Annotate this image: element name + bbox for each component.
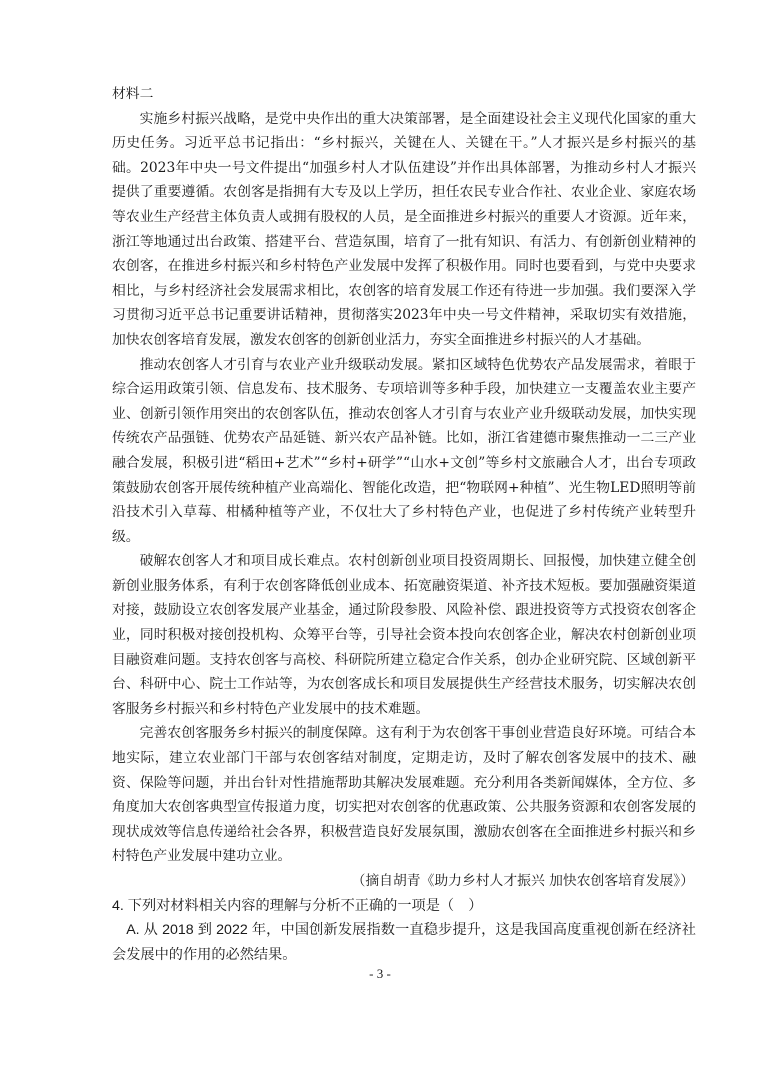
question-4-option-a: A. 从 2018 到 2022 年，中国创新发展指数一直稳步提升，这是我国高度重视创新在经济社会发展中的作用的必然结果。 (112, 922, 696, 963)
section-heading: 材料二 (112, 86, 154, 102)
question-4: 4. 下列对材料相关内容的理解与分析不正确的一项是（ ） (112, 897, 483, 914)
document-body (112, 82, 696, 967)
paragraph-intro: 实施乡村振兴战略，是党中央作出的重大决策部署，是全面建设社会主义现代化国家的重大历史任务。习近平总书记指出：“乡村振兴，关键在人、关键在干。”人才振兴是乡村振兴的基础。2023年中央一号文件提出“加强乡村人才队伍建设”并作出具体部署，为推动乡村人才振兴提供了重要遵循。农创客是指拥有大专及以上学历，担任农民专业合作社、农业企业、家庭农场等农业生产经营主体负责人或拥有股权的人员，是全面推进乡村振兴的重要人才资源。近年来，浙江等地通过出台政策、搭建平台、营造氛围，培育了一批有知识、有活力、有创新创业精神的农创客，在推进乡村振兴和乡村特色产业发展中发挥了积极作用。同时也要看到，与党中央要求相比，与乡村经济社会发展需求相比，农创客的培育发展工作还有待进一步加强。我们要深入学习贯彻习近平总书记重要讲话精神，贯彻落实2023年中央一号文件精神，采取切实有效措施，加快农创客培育发展，激发农创客的创新创业活力，夯实全面推进乡村振兴的人才基础。 (112, 110, 696, 348)
paragraph-growth-difficulties: 破解农创客人才和项目成长难点。农村创新创业项目投资周期长、回报慢，加快建立健全创新创业服务体系，有利于农创客降低创业成本、拓宽融资渠道、补齐技术短板。要加强融资渠道对接，鼓励设立农创客发展产业基金，通过阶段参股、风险补偿、跟进投资等方式投资农创客企业，同时积极对接创投机构、众筹平台等，引导社会资本投向农创客企业，解决农村创新创业项目融资难问题。支持农创客与高校、科研院所建立稳定合作关系，创办企业研究院、区域创新平台、科研中心、院士工作站等，为农创客成长和项目发展提供生产经营技术服务，切实解决农创客服务乡村振兴和乡村特色产业发展中的技术难题。 (112, 553, 696, 717)
page-number: - 3 - (369, 966, 391, 981)
paragraph-institutional-guarantee: 完善农创客服务乡村振兴的制度保障。这有利于为农创客干事创业营造良好环境。可结合本地实际，建立农业部门干部与农创客结对制度，定期走访，及时了解农创客发展中的技术、融资、保险等问题，并出台针对性措施帮助其解决发展难题。充分利用各类新闻媒体，全方位、多角度加大农创客典型宣传报道力度，切实把对农创客的优惠政策、公共服务资源和农创客发展的现状成效等信息传递给社会各界，积极营造良好发展氛围，激励农创客在全面推进乡村振兴和乡村特色产业发展中建功立业。 (112, 725, 696, 865)
source-citation: （摘自胡青《助力乡村人才振兴 加快农创客培育发展》） (351, 873, 694, 889)
paragraph-talent-cultivation: 推动农创客人才引育与农业产业升级联动发展。紧扣区域特色优势农产品发展需求，着眼于综合运用政策引领、信息发布、技术服务、专项培训等多种手段，加快建立一支覆盖农业主要产业、创新引领作用突出的农创客队伍，推动农创客人才引育与农业产业升级联动发展，加快实现传统农产品强链、优势农产品延链、新兴农产品补链。比如，浙江省建德市聚焦推动一二三产业融合发展，积极引进“稻田+艺术”“乡村+研学”“山水+文创”等乡村文旅融合人才，出台专项政策鼓励农创客开展传统种植产业高端化、智能化改造，把“物联网+种植”、光生物LED照明等前沿技术引入草莓、柑橘种植等产业，不仅壮大了乡村特色产业，也促进了乡村传统产业转型升级。 (112, 356, 696, 545)
